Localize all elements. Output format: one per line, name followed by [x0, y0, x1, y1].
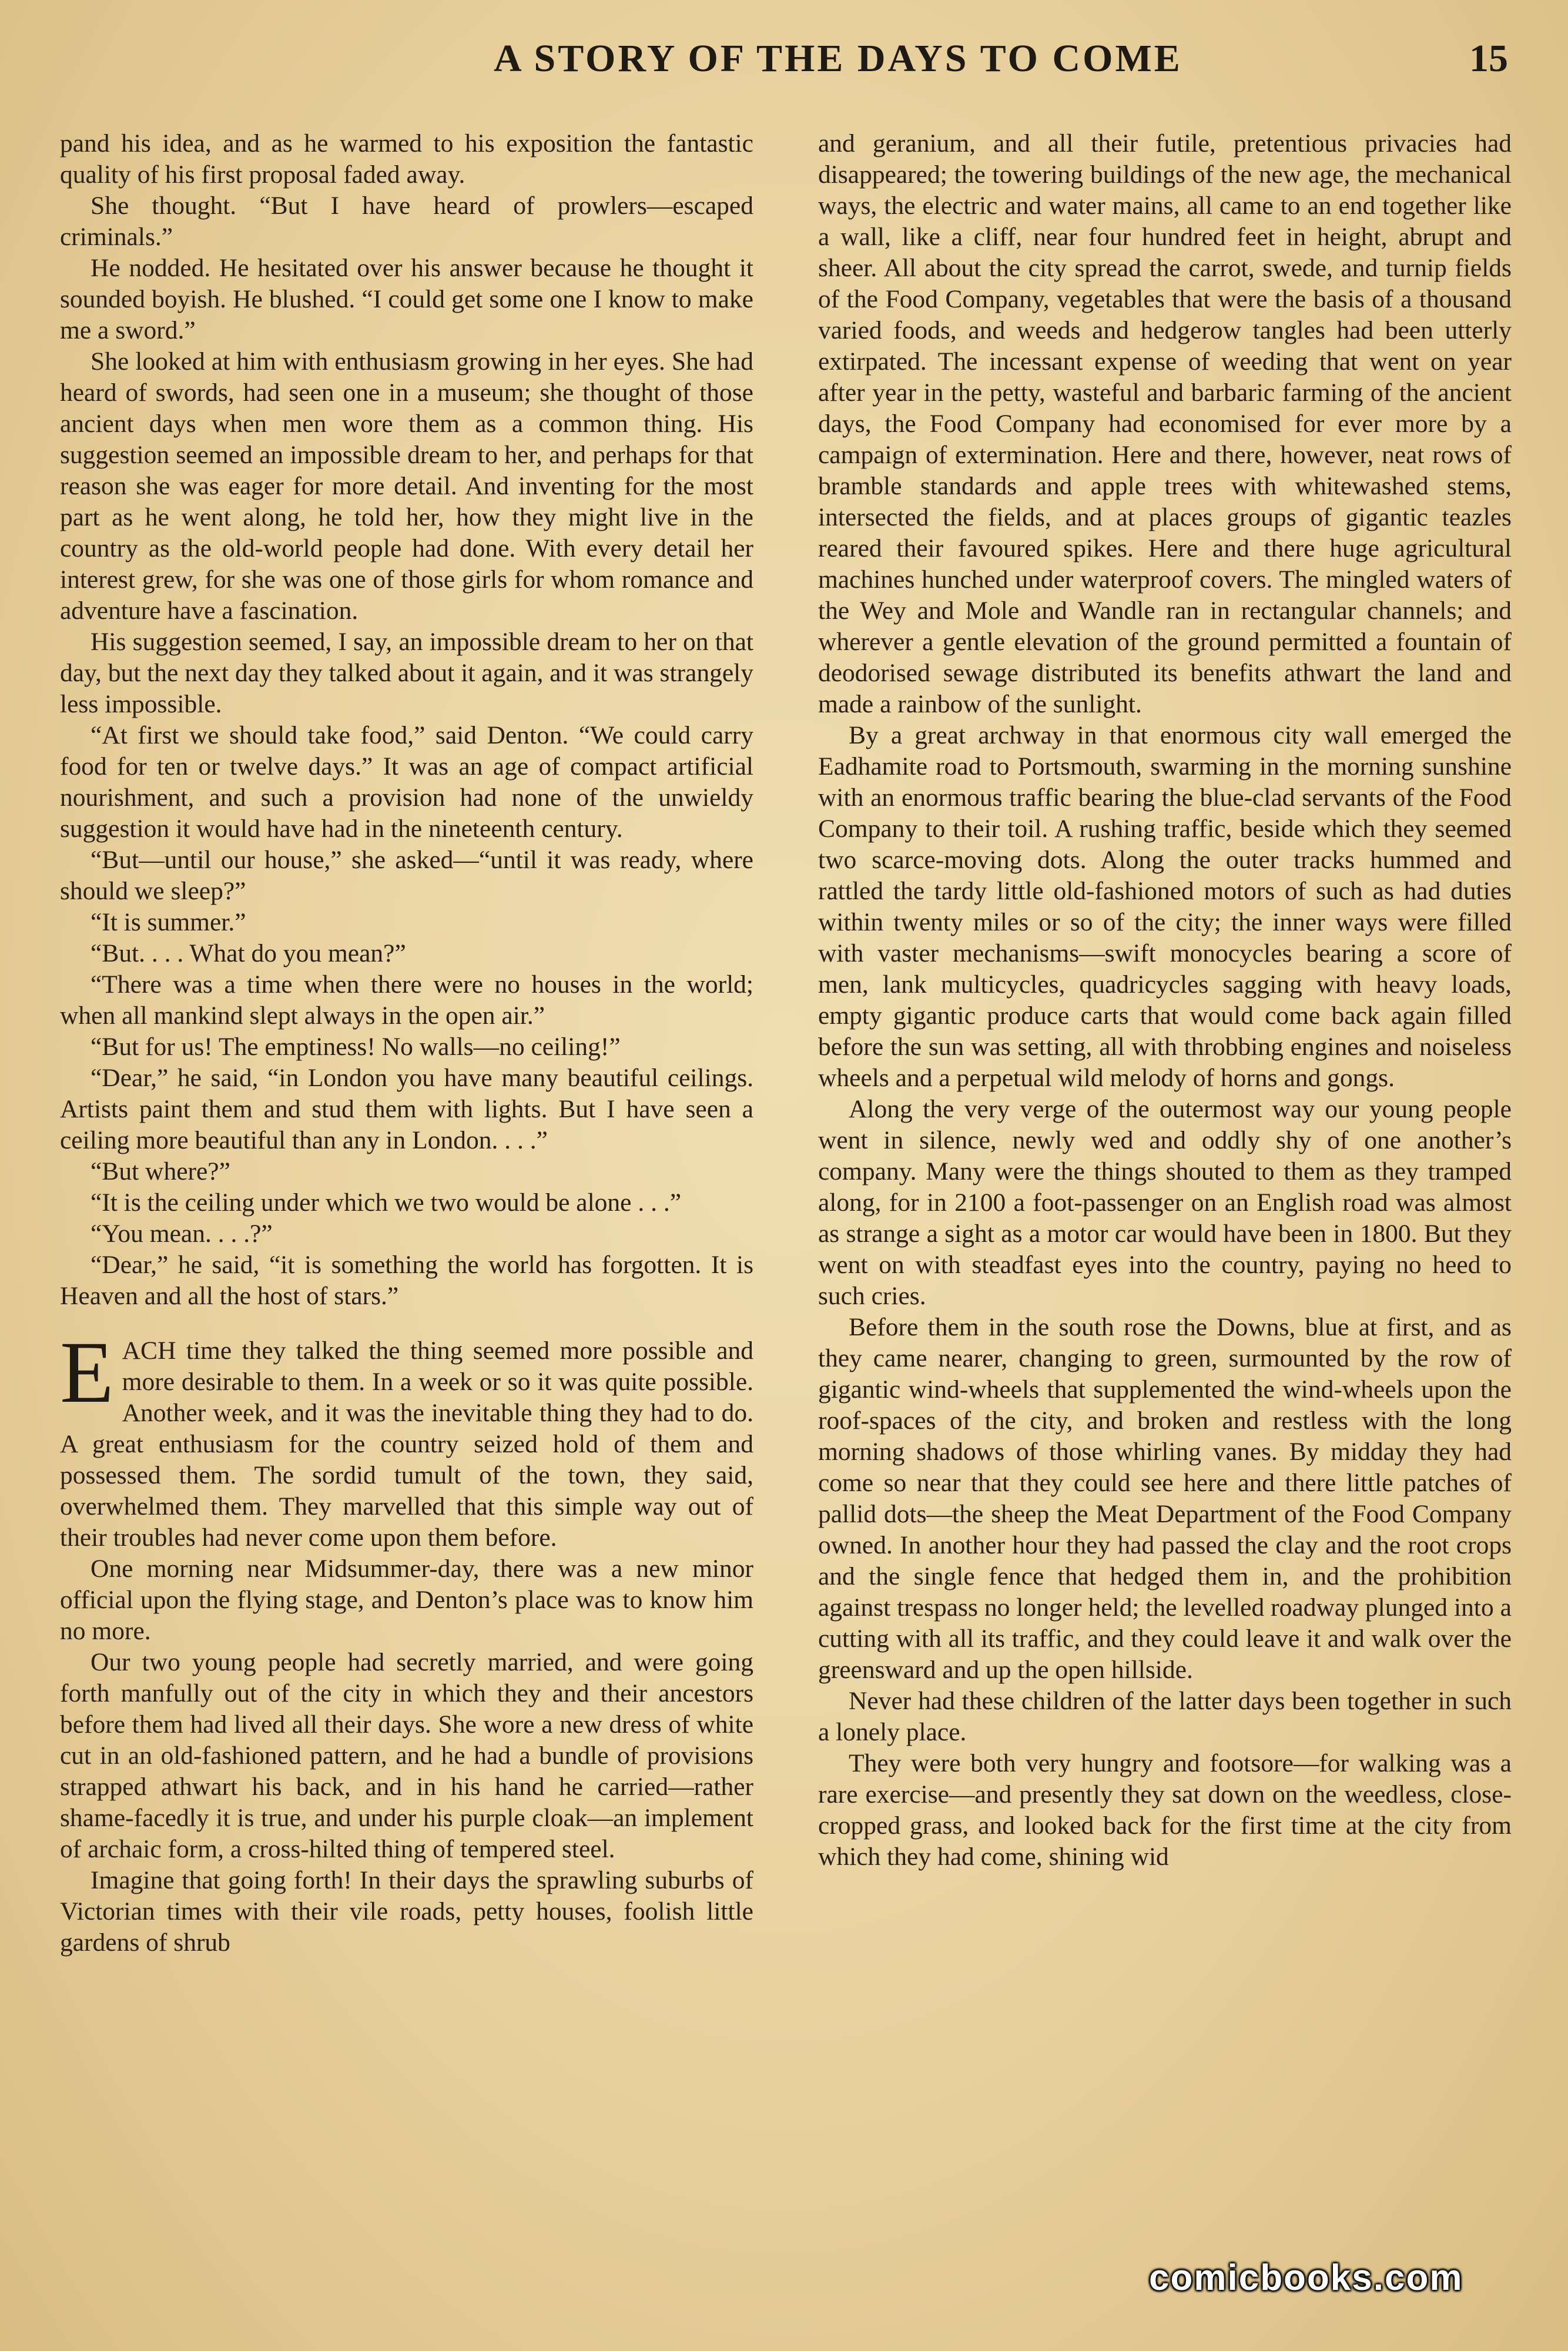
paragraph: Imagine that going forth! In their days the sprawling suburbs of Victorian times with their vile roads, petty houses, foolish little gardens of shrub: [60, 1866, 753, 1957]
paragraph: By a great archway in that enormous city wall emerged the Eadhamite road to Portsmouth, swarming in the morning sunshine with an enormous traffic bearing the blue-clad servants of the Food Company to their toil. A rushing traffic, beside which they seemed two scarce-moving dots. Along the outer tracks hummed and rattled the tardy little old-fashioned motors of such as had duties within twenty miles or so of the city; the inner ways were filled with vaster mechanisms—swift monocycles bearing a score of men, lank multicycles, quadricycles sagging with heavy loads, empty gigantic produce carts that would come back again filled before the sun was setting, all with throbbing engines and noiseless wheels and a perpetual wild melody of horns and gongs.: [818, 721, 1512, 1092]
paragraph: Never had these children of the latter days been together in such a lonely place.: [818, 1687, 1512, 1746]
running-title: A STORY OF THE DAYS TO COME: [494, 37, 1182, 80]
paragraph: “At first we should take food,” said Denton. “We could carry food for ten or twelve days.” It was an age of compact artificial nourishment, and such a provision had none of the unwieldy suggestion it would have had in the nineteenth century.: [60, 721, 753, 843]
paragraph: He nodded. He hesitated over his answer because he thought it sounded boyish. He blushed. “I could get some one I know to make me a sword.”: [60, 254, 753, 344]
paragraph: Along the very verge of the outermost way our young people went in silence, newly wed and oddly shy of one another’s company. Many were the things shouted to them as they tramped along, for in 2100 a foot-passenger on an English road was almost as strange a sight as a motor car would have been in 1800. But they went on with steadfast eyes into the country, paying no heed to such cries.: [818, 1095, 1512, 1310]
section-opening-paragraph: [60, 1324, 753, 1553]
paragraph: “Dear,” he said, “in London you have many beautiful ceilings. Artists paint them and stud them with lights. But I have seen a ceiling more beautiful than any in London. . . .”: [60, 1064, 753, 1154]
paragraph: “It is summer.”: [91, 908, 246, 936]
paragraph: They were both very hungry and footsore—for walking was a rare exercise—and presently they sat down on the weedless, close-cropped grass, and looked back for the first time at the city from which they had come, shining wid: [818, 1749, 1512, 1871]
page-header: [0, 36, 1568, 89]
paragraph: Our two young people had secretly married, and were going forth manfully out of the city in which they and their ancestors before them had lived all their days. She wore a new dress of white cut in an old-fashioned pattern, and he had a bundle of provisions strapped athwart his back, and in his hand he carried—rather shame-facedly it is true, and under his purple cloak—an implement of archaic form, a cross-hilted thing of tempered steel.: [60, 1648, 753, 1863]
paragraph: “But. . . . What do you mean?”: [91, 939, 406, 967]
paragraph: “There was a time when there were no houses in the world; when all mankind slept always in the open air.”: [60, 970, 753, 1030]
paragraph: “But for us! The emptiness! No walls—no ceiling!”: [91, 1033, 621, 1061]
paragraph: She thought. “But I have heard of prowlers—escaped criminals.”: [60, 192, 753, 251]
drop-cap: E: [60, 1324, 114, 1421]
left-column: [60, 128, 753, 2303]
paragraph: “It is the ceiling under which we two would be alone . . .”: [91, 1188, 682, 1217]
paragraph: One morning near Midsummer-day, there was a new minor official upon the flying stage, and Denton’s place was to know him no more.: [60, 1555, 753, 1645]
paragraph: pand his idea, and as he warmed to his exposition the fantastic quality of his first proposal faded away.: [60, 129, 753, 189]
paragraph: Before them in the south rose the Downs, blue at first, and as they came nearer, changing to green, surmounted by the row of gigantic wind-wheels that supplemented the wind-wheels upon the roof-spaces of the city, and broken and restless with the long morning shadows of those whirling vanes. By midday they had come so near that they could see here and there little patches of pallid dots—the sheep the Meat Department of the Food Company owned. In another hour they had passed the clay and the root crops and the single fence that hedged them in, and the prohibition against trespass no longer held; the levelled roadway plunged into a cutting with all its traffic, and they could leave it and walk over the greensward and up the open hillside.: [818, 1313, 1512, 1684]
page-number: 15: [1469, 37, 1508, 80]
paragraph: “But—until our house,” she asked—“until it was ready, where should we sleep?”: [60, 846, 753, 905]
paragraph: “But where?”: [91, 1157, 230, 1185]
paragraph: “You mean. . . .?”: [91, 1220, 273, 1248]
watermark-logo: comicbooks.com: [1149, 2258, 1463, 2298]
paragraph: She looked at him with enthusiasm growing in her eyes. She had heard of swords, had seen one in a museum; she thought of those ancient days when men wore them as a common thing. His suggestion seemed an impossible dream to her, and perhaps for that reason she was eager for more detail. And inventing for the most part as he went along, he told her, how they might live in the country as the old-world people had done. With every detail her interest grew, for she was one of those girls for whom romance and adventure have a fascination.: [60, 347, 753, 625]
paragraph: His suggestion seemed, I say, an impossible dream to her on that day, but the next day they talked about it again, and it was strangely less impossible.: [60, 628, 753, 718]
paragraph: and geranium, and all their futile, pretentious privacies had disappeared; the towering buildings of the new age, the mechanical ways, the electric and water mains, all came to an end together like a wall, like a cliff, near four hundred feet in height, abrupt and sheer. All about the city spread the carrot, swede, and turnip fields of the Food Company, vegetables that were the basis of a thousand varied foods, and weeds and hedgerow tangles had been utterly extirpated. The incessant expense of weeding that went on year after year in the petty, wasteful and barbaric farming of the ancient days, the Food Company had economised for ever more by a campaign of extermination. Here and there, however, neat rows of bramble standards and apple trees with whitewashed stems, intersected the fields, and at places groups of gigantic teazles reared their favoured spikes. Here and there huge agricultural machines hunched under waterproof covers. The mingled waters of the Wey and Mole and Wandle ran in rectangular channels; and wherever a gentle elevation of the ground permitted a fountain of deodorised sewage distributed its benefits athwart the land and made a rainbow of the sunlight.: [818, 129, 1512, 718]
paragraph: “Dear,” he said, “it is something the world has forgotten. It is Heaven and all the host of stars.”: [60, 1251, 753, 1310]
section-opening-text: ACH time they talked the thing seemed more possible and more desirable to them. In a week or so it was quite possible. Another week, and it was the inevitable thing they had to do. A great enthusiasm for the country seized hold of them and possessed them. The sordid tumult of the town, they said, overwhelmed them. They marvelled that this simple way out of their troubles had never come upon them before.: [60, 1337, 753, 1552]
right-column: [818, 128, 1512, 2303]
